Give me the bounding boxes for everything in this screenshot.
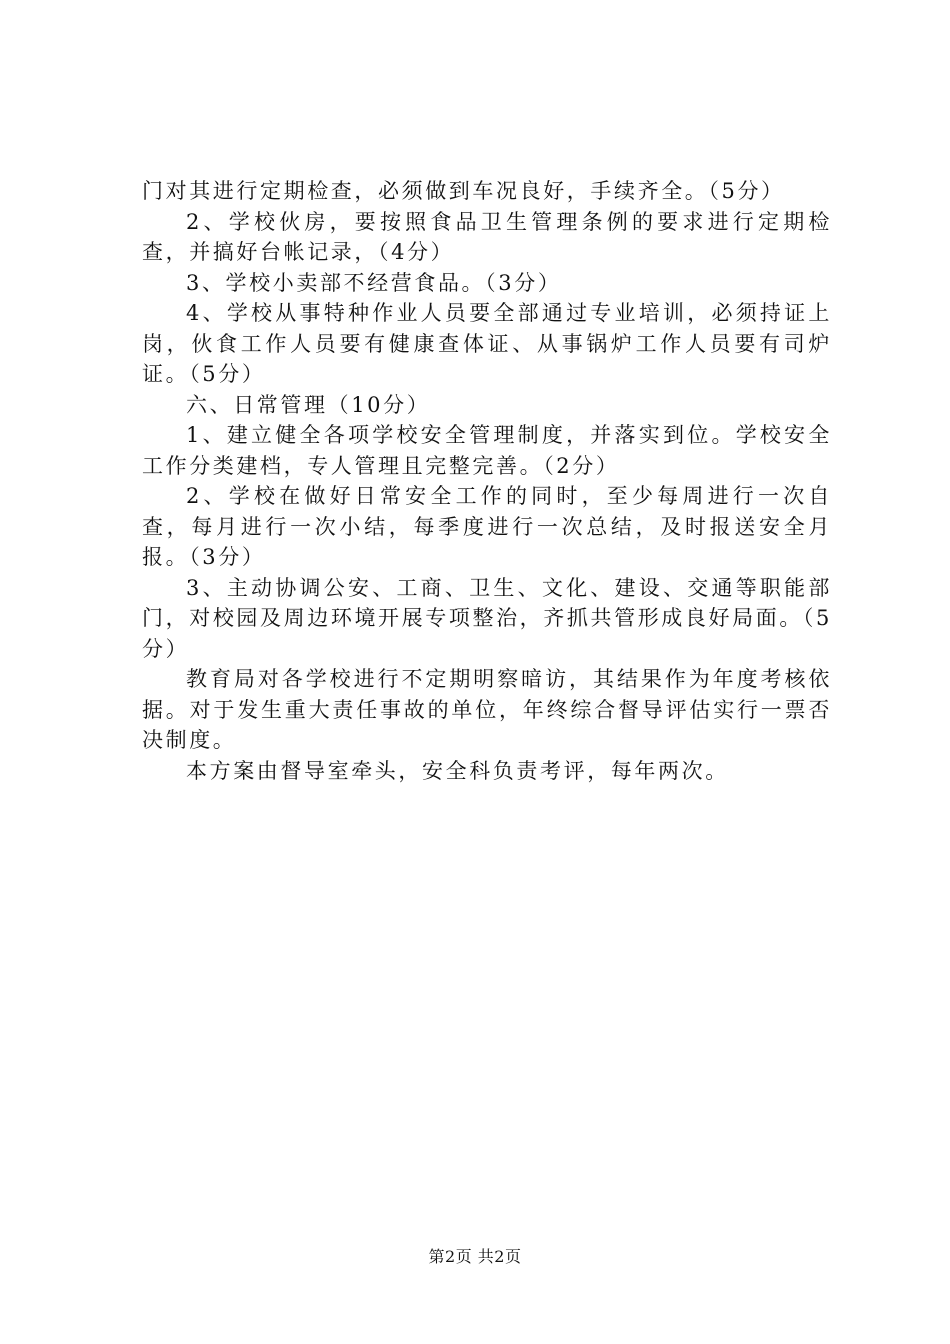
paragraph-self-inspection: 2、学校在做好日常安全工作的同时，至少每周进行一次自查，每月进行一次小结，每季度进行一次总结，及时报送安全月报。（3分） (142, 484, 832, 569)
document-body (142, 176, 832, 786)
paragraph-kitchen-inspection: 2、学校伙房，要按照食品卫生管理条例的要求进行定期检查，并搞好台帐记录，（4分） (142, 209, 832, 264)
section-heading-daily-management: 六、日常管理（10分） (186, 392, 431, 417)
paragraph-inspection-visits: 教育局对各学校进行不定期明察暗访，其结果作为年度考核依据。对于发生重大责任事故的单位，年终综合督导评估实行一票否决制度。 (142, 667, 832, 752)
paragraph-coordination: 3、主动协调公安、工商、卫生、文化、建设、交通等职能部门，对校园及周边环境开展专项整治，齐抓共管形成良好局面。（5分） (142, 575, 832, 661)
paragraph-shop-food: 3、学校小卖部不经营食品。（3分） (186, 270, 562, 295)
page-number-footer: 第2页 共2页 (428, 1247, 522, 1266)
paragraph-safety-system: 1、建立健全各项学校安全管理制度，并落实到位。学校安全工作分类建档，专人管理且完整完善。（2分） (142, 423, 832, 478)
paragraph-special-operators: 4、学校从事特种作业人员要全部通过专业培训，必须持证上岗，伙食工作人员要有健康查体证、从事锅炉工作人员要有司炉证。（5分） (142, 301, 832, 386)
paragraph-plan-responsibility: 本方案由督导室牵头，安全科负责考评，每年两次。 (186, 758, 729, 783)
paragraph-vehicle-check-continued: 门对其进行定期检查，必须做到车况良好，手续齐全。（5分） (142, 179, 785, 203)
